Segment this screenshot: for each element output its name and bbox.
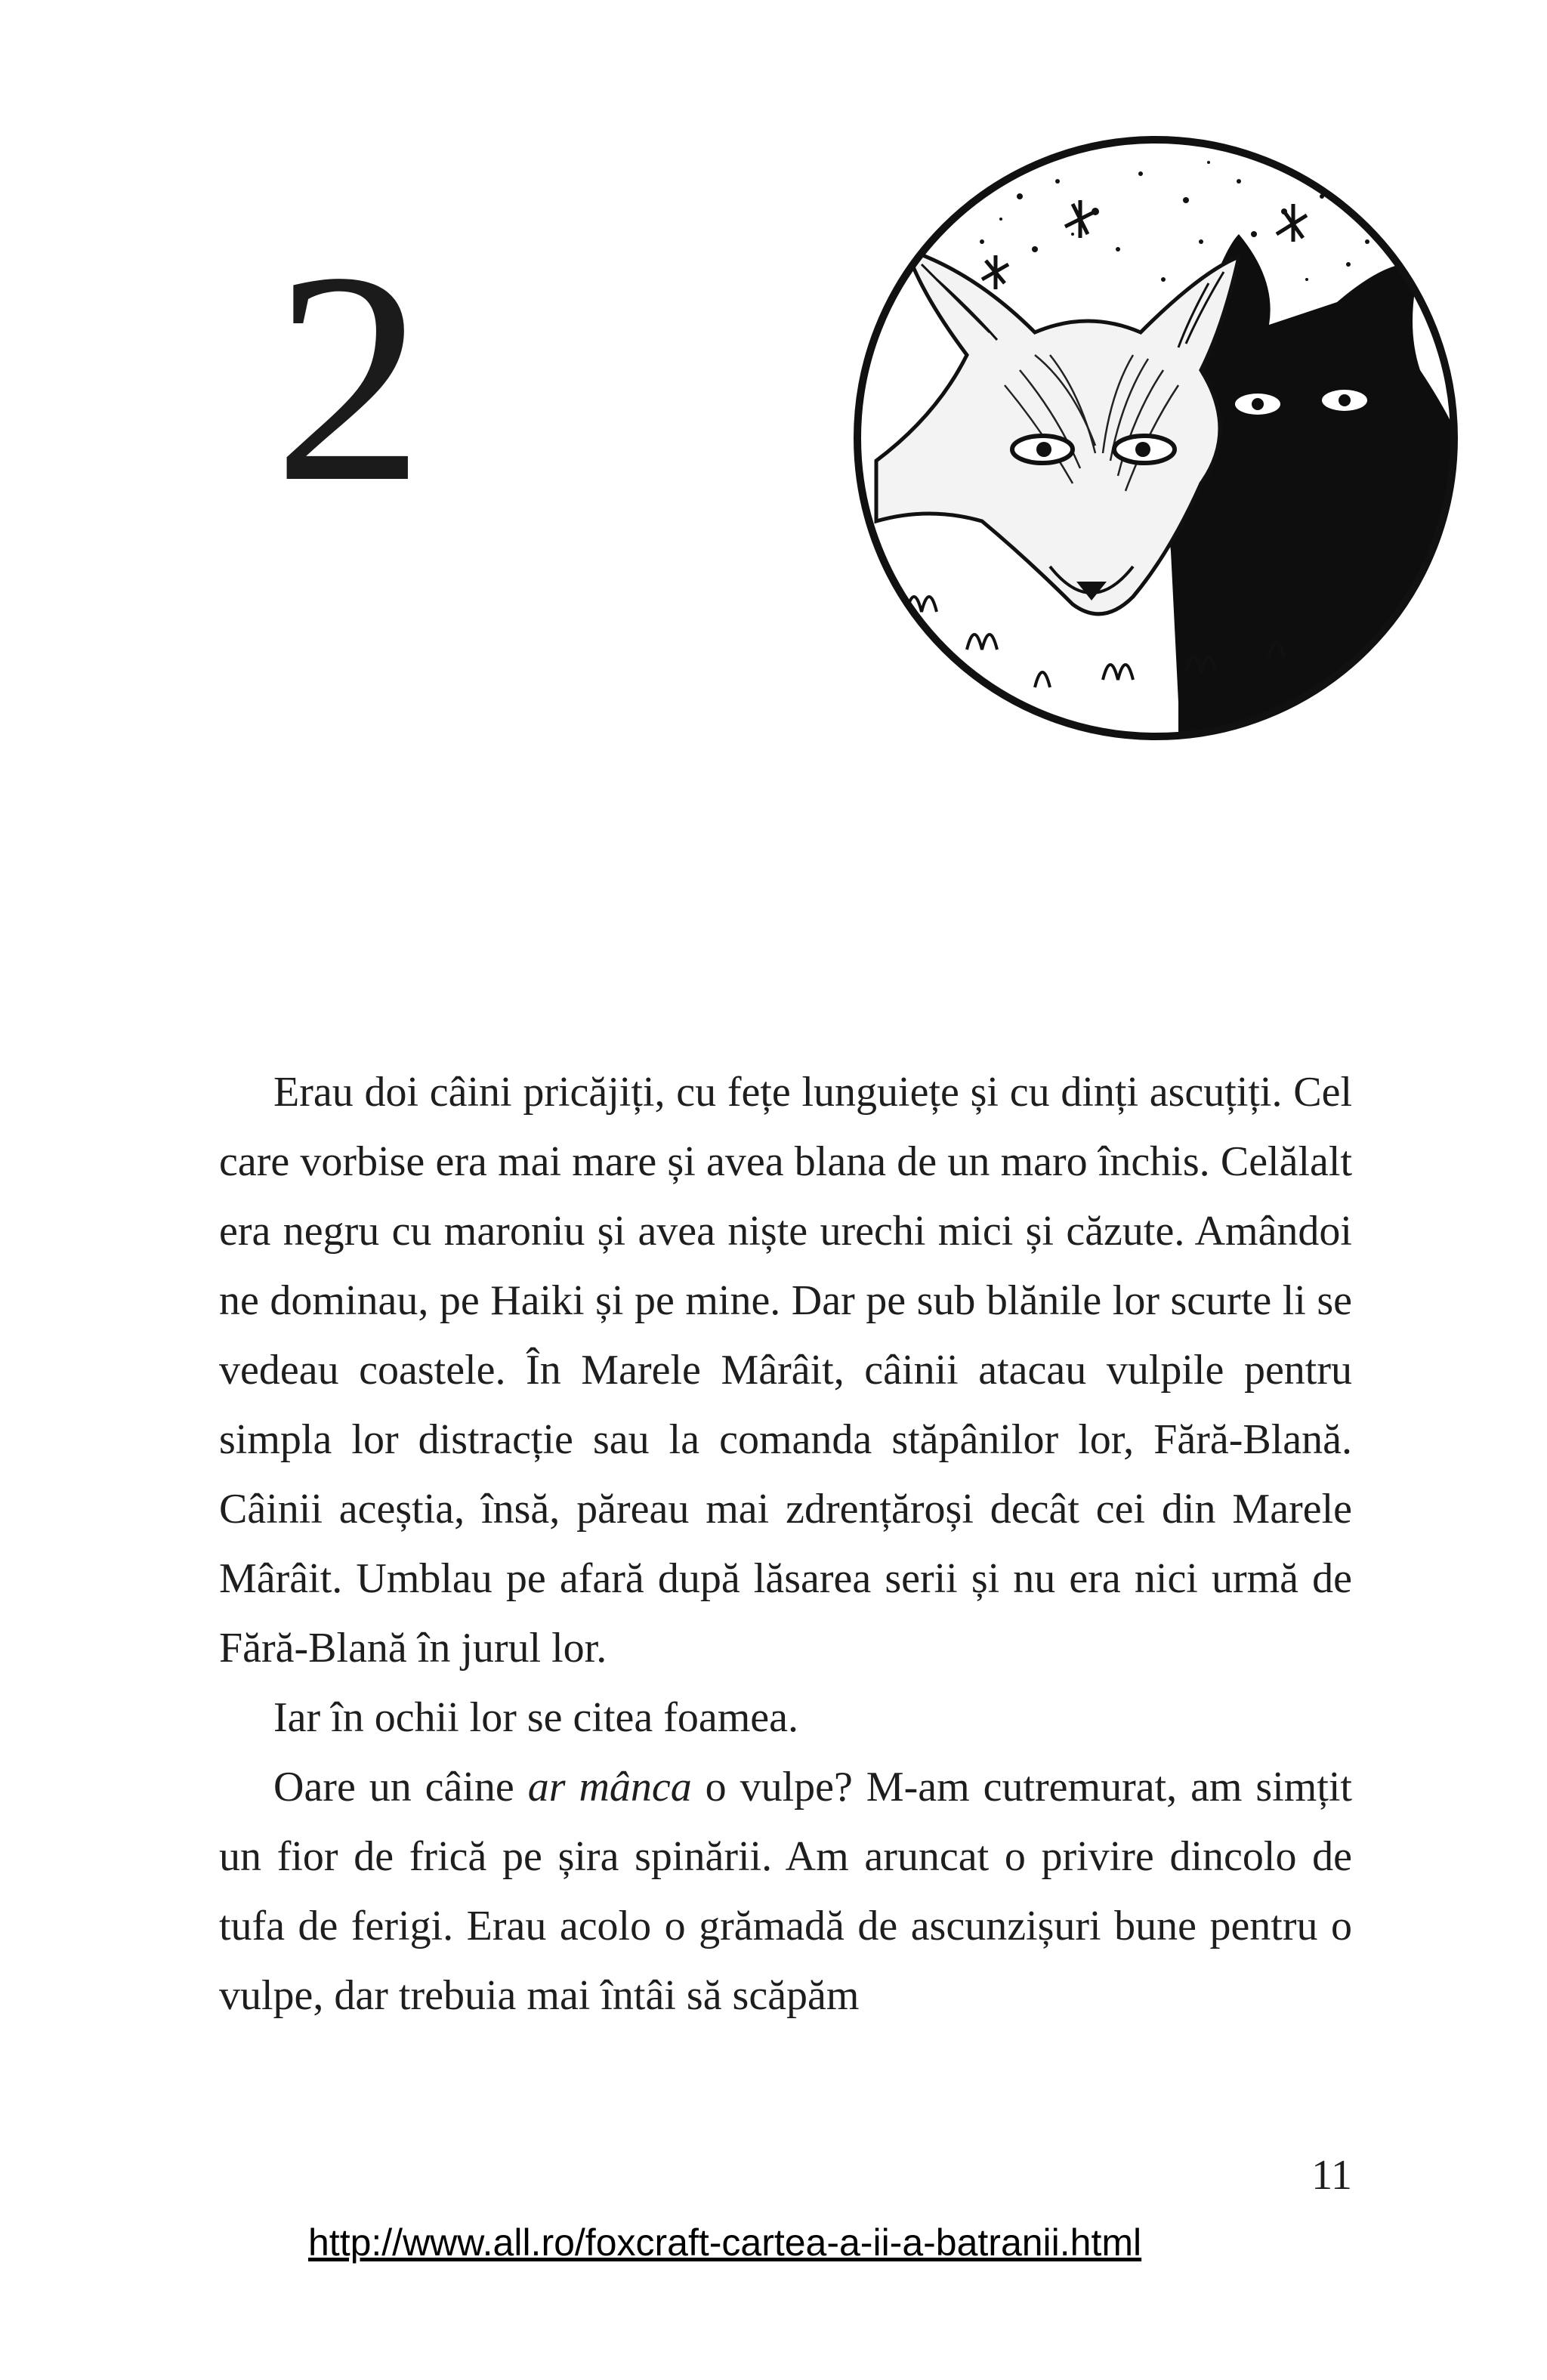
italic-emphasis: ar mânca xyxy=(527,1764,692,1810)
paragraph xyxy=(219,1752,1352,2030)
source-url-link[interactable]: http://www.all.ro/foxcraft-cartea-a-ii-a-batranii.html xyxy=(308,2221,1142,2264)
paragraph: Erau doi câini pricăjiți, cu fețe lunguiețe și cu dinți ascuțiți. Cel care vorbise era mai mare și avea blana de un maro închis. Celălalt era negru cu maroniu și avea niște urechi mici și căzute. Amândoi ne dominau, pe Haiki și pe mine. Dar pe sub blănile lor scurte li se vedeau coastele. În Marele Mârâit, câinii atacau vulpile pentru simpla lor distracție sau la comanda stăpânilor lor, Fără-Blană. Câinii aceștia, însă, păreau mai zdrențăroși decât cei din Marele Mârâit. Umblau pe afară după lăsarea serii și nu era nici urmă de Fără-Blană în jurul lor. xyxy=(219,1069,1352,1672)
chapter-number: 2 xyxy=(273,210,425,545)
page-number: 11 xyxy=(1311,2152,1352,2199)
fox-and-dog-medallion-icon xyxy=(846,128,1465,748)
chapter-body-text xyxy=(219,1057,1352,2030)
paragraph-text: Oare un câine xyxy=(273,1764,528,1810)
paragraph: Iar în ochii lor se citea foamea. xyxy=(273,1694,798,1741)
paragraph-text: o vulpe? M-am cutremurat, am simțit un fior de frică pe șira spinării. Am aruncat o privire dincolo de tufa de ferigi. Erau acolo o grămadă de ascunzișuri bune pentru o vulpe, dar trebuia mai întâi să scăpăm xyxy=(219,1764,1352,2019)
